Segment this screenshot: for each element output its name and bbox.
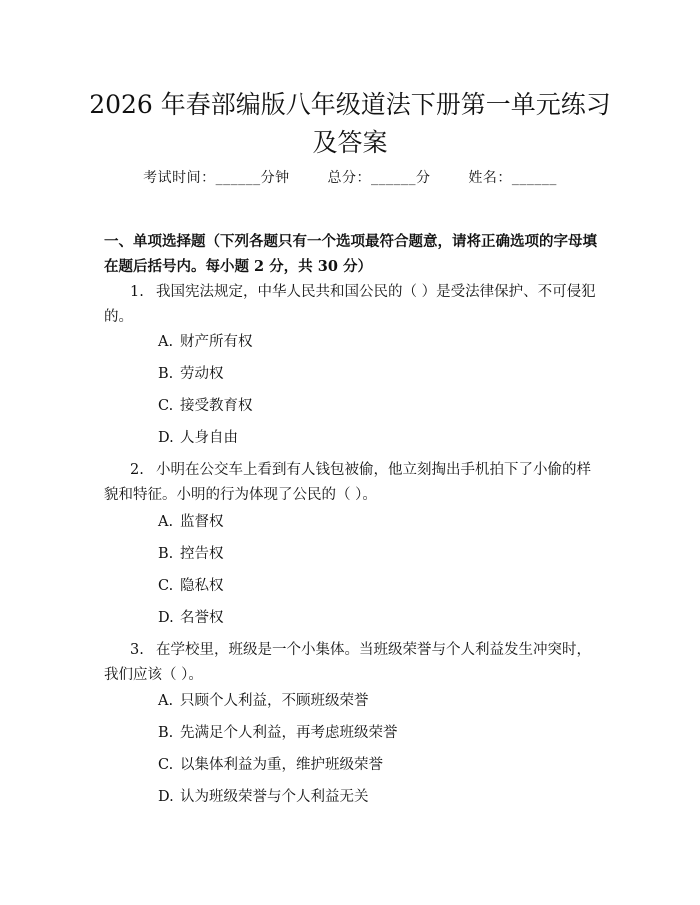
option-text: 认为班级荣誉与个人利益无关 — [180, 789, 369, 805]
option-text: 先满足个人利益，再考虑班级荣誉 — [180, 725, 398, 741]
option-letter: B. — [158, 725, 174, 741]
question-2 — [104, 458, 604, 508]
option-letter: C. — [158, 757, 174, 773]
option-text: 接受教育权 — [180, 398, 253, 414]
option-text: 名誉权 — [180, 610, 224, 626]
option-text: 以集体利益为重，维护班级荣誉 — [180, 757, 383, 773]
question-1-option-c — [158, 395, 598, 417]
question-1-option-d — [158, 427, 598, 449]
option-text: 财产所有权 — [180, 334, 253, 350]
question-1-option-b — [158, 363, 598, 385]
document-title: 2026 年春部编版八年级道法下册第一单元练习及答案 — [89, 90, 611, 157]
question-3-option-c — [158, 754, 598, 776]
question-1-option-a — [158, 331, 598, 353]
question-2-option-d — [158, 607, 598, 629]
option-letter: A. — [158, 514, 174, 530]
question-text: 我国宪法规定，中华人民共和国公民的（ ）是受法律保护、不可侵犯的。 — [104, 284, 596, 325]
option-letter: B. — [158, 366, 174, 382]
option-letter: D. — [158, 789, 174, 805]
total-score-label: 总分：______分 — [327, 170, 431, 186]
option-letter: B. — [158, 546, 174, 562]
option-letter: A. — [158, 334, 174, 350]
option-letter: D. — [158, 430, 174, 446]
section-header-single-choice: 一、单项选择题（下列各题只有一个选项最符合题意，请将正确选项的字母填在题后括号内。每小题 2 分，共 30 分） — [104, 233, 597, 275]
question-1 — [104, 280, 604, 330]
question-3-option-b — [158, 722, 598, 744]
option-text: 隐私权 — [180, 578, 224, 594]
question-number: 3. — [130, 642, 144, 658]
question-2-option-b — [158, 543, 598, 565]
question-2-option-c — [158, 575, 598, 597]
option-letter: C. — [158, 398, 174, 414]
question-3-option-a — [158, 690, 598, 712]
question-2-option-a — [158, 511, 598, 533]
question-number: 1. — [130, 284, 144, 300]
student-name-label: 姓名：______ — [468, 170, 557, 186]
option-letter: A. — [158, 693, 174, 709]
option-letter: D. — [158, 610, 174, 626]
question-text: 小明在公交车上看到有人钱包被偷，他立刻掏出手机拍下了小偷的样貌和特征。小明的行为体现了公民的（ ）。 — [104, 462, 591, 503]
option-text: 人身自由 — [180, 430, 238, 446]
question-3 — [104, 638, 604, 688]
exam-time-label: 考试时间：______分钟 — [143, 170, 290, 186]
option-text: 控告权 — [180, 546, 224, 562]
option-text: 劳动权 — [180, 366, 224, 382]
option-text: 只顾个人利益，不顾班级荣誉 — [180, 693, 369, 709]
exam-info-line — [0, 168, 700, 188]
question-number: 2. — [130, 462, 144, 478]
option-letter: C. — [158, 578, 174, 594]
question-3-option-d — [158, 786, 598, 808]
option-text: 监督权 — [180, 514, 224, 530]
question-text: 在学校里，班级是一个小集体。当班级荣誉与个人利益发生冲突时，我们应该（ ）。 — [104, 642, 591, 683]
